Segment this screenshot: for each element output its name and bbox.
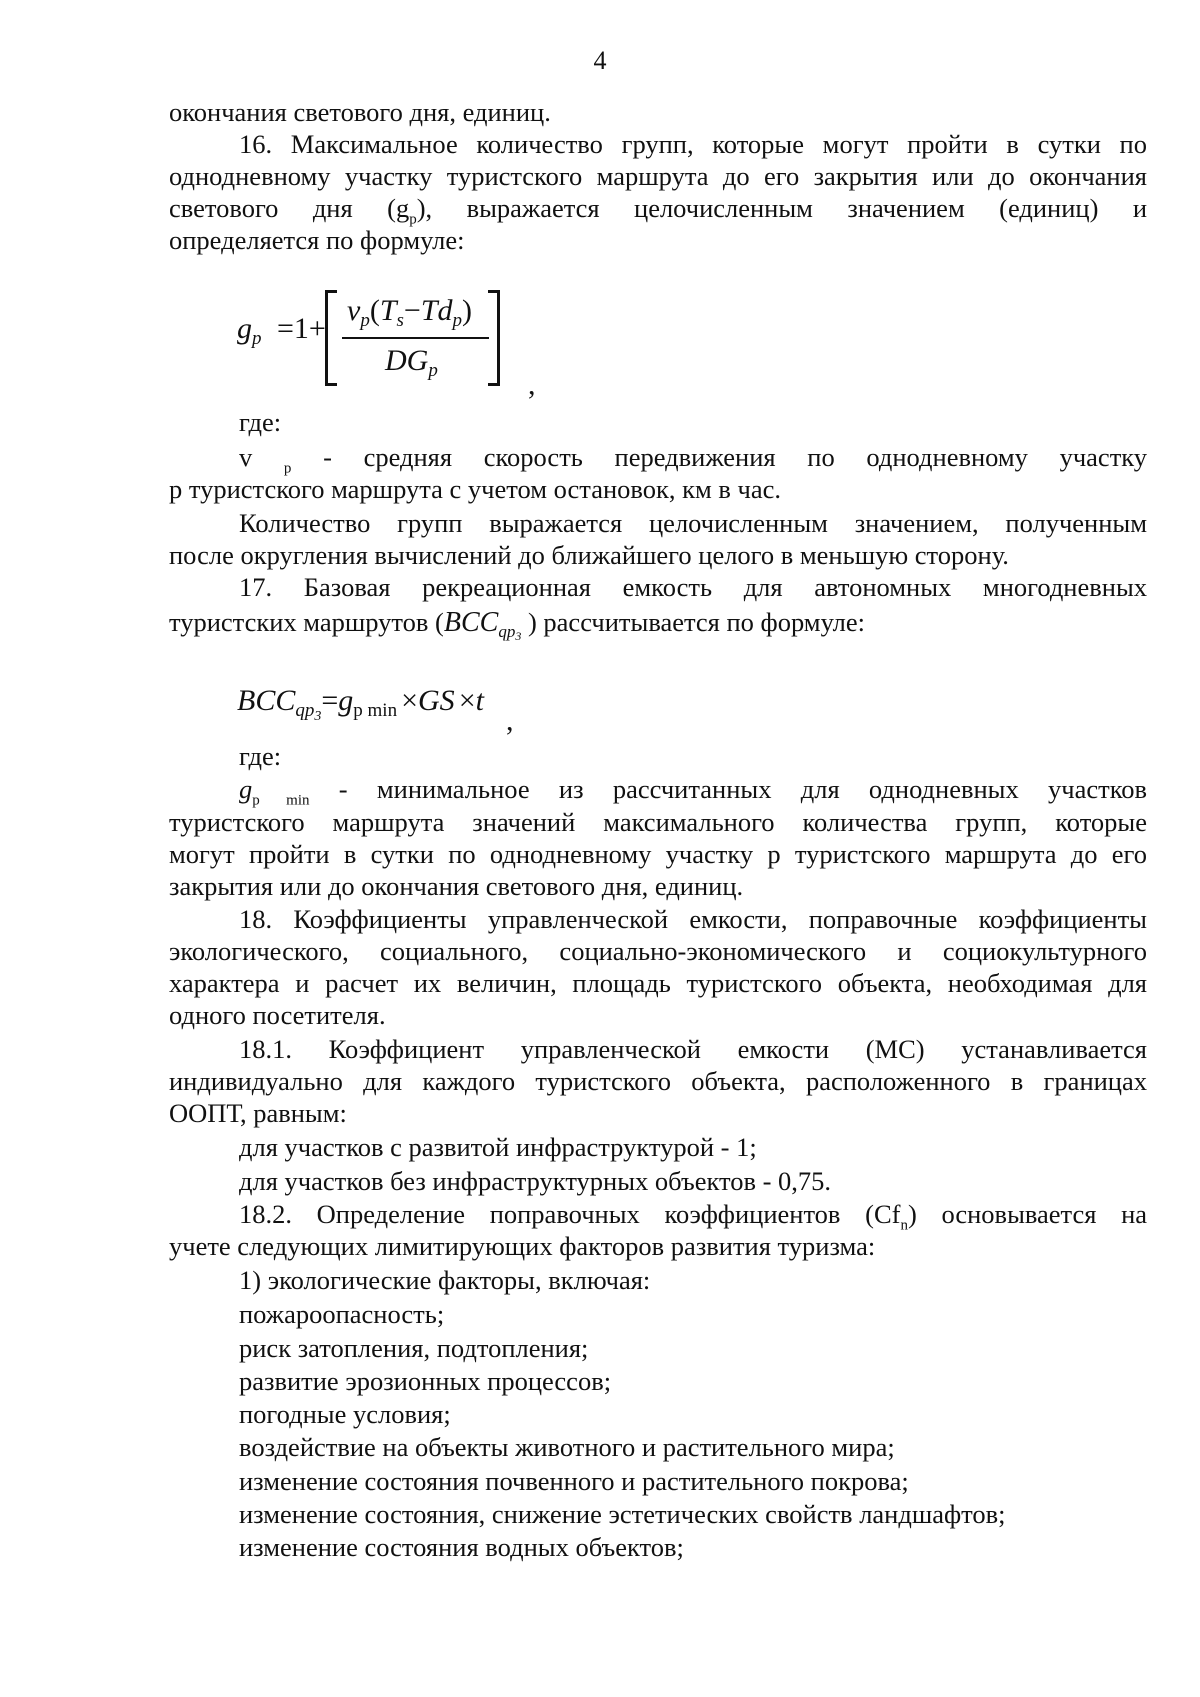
- text-line: где:: [239, 741, 282, 771]
- text-line: изменение состояния, снижение эстетических свойств ландшафтов;: [239, 1499, 1006, 1529]
- text-line: после округления вычислений до ближайшего целого в меньшую сторону.: [169, 540, 1009, 570]
- text-line: 18. Коэффициенты управленческой емкости, поправочные коэффициенты: [239, 904, 1147, 934]
- text-line: для участков без инфраструктурных объектов - 0,75.: [239, 1166, 832, 1196]
- text-line: характера и расчет их величин, площадь туристского объекта, необходимая для: [169, 968, 1147, 998]
- text-line: окончания светового дня, единиц.: [169, 97, 551, 127]
- text-line: учете следующих лимитирующих факторов развития туризма:: [169, 1231, 876, 1261]
- text-line: одного посетителя.: [169, 1000, 386, 1030]
- text-line: 18.1. Коэффициент управленческой емкости (МС) устанавливается: [239, 1034, 1147, 1064]
- text-line: определяется по формуле:: [169, 225, 465, 255]
- formula-lhs: $g_p$: [237, 312, 262, 349]
- text-line: экологического, социального, социально-экономического и социокультурного: [169, 936, 1147, 966]
- right-bracket: [488, 290, 500, 386]
- text-line: ООПТ, равным:: [169, 1098, 347, 1128]
- text-line: 17. Базовая рекреационная емкость для автономных многодневных: [239, 572, 1147, 602]
- formula-numerator: $v_p(T_s-Td_p)$: [347, 294, 473, 331]
- text-line: 16. Максимальное количество групп, которые могут пройти в сутки по: [239, 129, 1147, 159]
- formula-comma: ,: [528, 368, 536, 401]
- fraction-bar: [342, 337, 489, 339]
- text-line: индивидуально для каждого туристского объекта, расположенного в границах: [169, 1066, 1147, 1096]
- text-line: р туристского маршрута с учетом остановок, км в час.: [169, 474, 781, 504]
- text-line: 1) экологические факторы, включая:: [239, 1265, 651, 1295]
- text-line: закрытия или до окончания светового дня, единиц.: [169, 871, 744, 901]
- text-line: изменение состояния почвенного и растительного покрова;: [239, 1466, 909, 1496]
- text-line: Количество групп выражается целочисленным значением, полученным: [239, 508, 1147, 538]
- text-line-with-var: $g_{p min}$ - минимальное из рассчитанных для однодневных участков: [239, 774, 1148, 809]
- text-line: изменение состояния водных объектов;: [239, 1532, 684, 1562]
- var-g-sub: p: [409, 211, 417, 228]
- text-line: однодневному участку туристского маршрута до его закрытия или до окончания: [169, 161, 1147, 191]
- text-line-with-var: туристских маршрутов ($BCC_{qp3}$ ) рассчитывается по формуле:: [169, 607, 866, 643]
- text-line: где:: [239, 407, 282, 437]
- text-line: могут пройти в сутки по однодневному участку р туристского маршрута до его: [169, 839, 1147, 869]
- var-g: g: [395, 193, 410, 223]
- text-line: риск затопления, подтопления;: [239, 1333, 589, 1363]
- text-line-with-var: светового дня $(g_p)$, выражается целочисленным значением (единиц) и: [169, 193, 1148, 228]
- formula2-comma: ,: [506, 704, 514, 737]
- formula-eq-one-plus: =1+: [277, 312, 326, 345]
- text-line: пожароопасность;: [239, 1299, 445, 1329]
- text-line: для участков с развитой инфраструктурой - 1;: [239, 1132, 757, 1162]
- page-number: 4: [593, 46, 607, 75]
- text-line: воздействие на объекты животного и растительного мира;: [239, 1432, 895, 1462]
- text-line-with-var: v $_p$ - средняя скорость передвижения по однодневному участку: [239, 442, 1148, 477]
- formula2-lhs: $BCC_{qp3}=g_{p min} \times GS \times t$: [237, 684, 484, 724]
- formula-denominator: $DG_p$: [385, 344, 438, 381]
- text-line: погодные условия;: [239, 1399, 451, 1429]
- left-bracket: [325, 290, 337, 386]
- text-line: туристского маршрута значений максимального количества групп, которые: [169, 807, 1147, 837]
- text-line-with-var: 18.2. Определение поправочных коэффициентов $(Cf_n)$ основывается на: [239, 1199, 1148, 1234]
- text-line: развитие эрозионных процессов;: [239, 1366, 612, 1396]
